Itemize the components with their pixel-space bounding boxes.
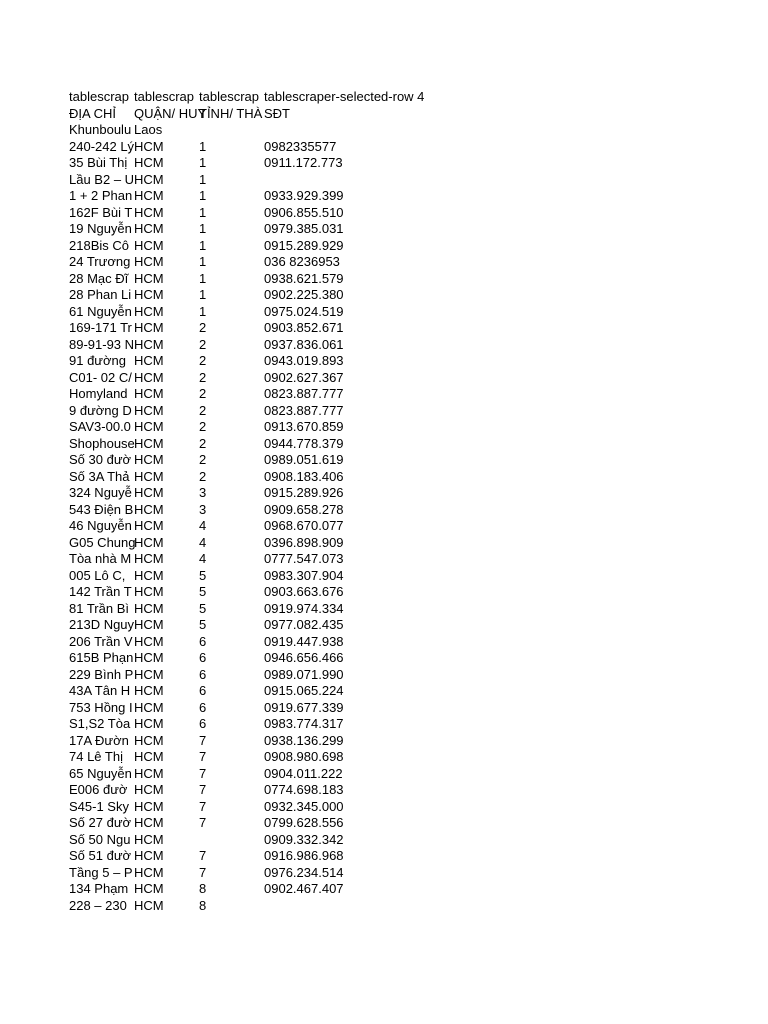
phone-cell: 0932.345.000: [264, 798, 344, 814]
province-cell: 1: [199, 221, 207, 236]
phone-cell: 0777.547.073: [264, 551, 344, 566]
phone-cell: 0989.051.619: [264, 452, 344, 467]
address-cell: 89-91-93 N: [69, 336, 135, 352]
district-cell: HCM: [134, 353, 164, 368]
district-cell: HCM: [134, 336, 164, 352]
address-cell: 17A Đườn: [69, 732, 129, 748]
district-cell: HCM: [134, 155, 164, 170]
province-cell: 2: [199, 369, 207, 385]
table-row: [69, 634, 749, 651]
address-cell: Số 27 đườ: [69, 815, 132, 830]
province-cell: 2: [199, 452, 207, 467]
table-row: [69, 667, 749, 684]
province-cell: 1: [199, 155, 207, 170]
address-cell: 43A Tân H: [69, 683, 131, 698]
province-cell: 1: [199, 303, 207, 319]
district-cell: HCM: [134, 617, 164, 632]
table-row: [69, 700, 749, 717]
district-cell: HCM: [134, 501, 164, 517]
address-cell: 81 Trần Bì: [69, 600, 129, 616]
address-cell: S1,S2 Tòa: [69, 716, 131, 731]
address-cell: 206 Trần V: [69, 633, 133, 649]
province-cell: 7: [199, 732, 207, 748]
header-cell: tablescrap: [134, 89, 194, 104]
district-cell: HCM: [134, 666, 164, 682]
province-cell: 4: [199, 518, 207, 533]
address-cell: Khunboulu: [69, 122, 132, 137]
phone-cell: 0938.621.579: [264, 270, 344, 286]
address-cell: Tầng 5 – P: [69, 864, 133, 880]
province-cell: 1: [199, 254, 207, 269]
province-cell: 7: [199, 864, 207, 880]
table-row: [69, 601, 749, 618]
phone-cell: 0975.024.519: [264, 303, 344, 319]
table-row: [69, 304, 749, 321]
province-cell: 6: [199, 716, 207, 731]
phone-cell: 0903.663.676: [264, 584, 344, 599]
table-row: [69, 832, 749, 849]
district-cell: HCM: [134, 171, 164, 187]
phone-cell: 0823.887.777: [264, 402, 344, 418]
province-cell: 5: [199, 584, 207, 599]
district-cell: HCM: [134, 782, 164, 797]
address-cell: 240-242 Lý: [69, 138, 135, 154]
phone-cell: 0938.136.299: [264, 732, 344, 748]
address-cell: 134 Phạm: [69, 881, 129, 896]
phone-cell: 0983.774.317: [264, 716, 344, 731]
table-row: [69, 568, 749, 585]
district-cell: HCM: [134, 765, 164, 781]
province-cell: 1: [199, 237, 207, 253]
address-cell: 142 Trần T: [69, 584, 132, 599]
province-cell: 4: [199, 551, 207, 566]
province-cell: 6: [199, 633, 207, 649]
table-row: [69, 271, 749, 288]
district-cell: HCM: [134, 848, 164, 863]
address-cell: 324 Nguyễ: [69, 485, 132, 500]
address-cell: Tòa nhà M: [69, 551, 132, 566]
table-row: [69, 386, 749, 403]
district-cell: HCM: [134, 716, 164, 731]
column-header-phone: SĐT: [264, 105, 290, 121]
phone-cell: 0823.887.777: [264, 386, 344, 401]
phone-cell: 0982335577: [264, 138, 337, 154]
header-cell: tablescrap: [69, 89, 129, 104]
table-row: [69, 683, 749, 700]
district-cell: HCM: [134, 204, 164, 220]
table-row: [69, 551, 749, 568]
province-cell: 2: [199, 386, 207, 401]
province-cell: 7: [199, 848, 207, 863]
address-cell: 218Bis Cô: [69, 237, 129, 253]
address-cell: E006 đườ: [69, 782, 128, 797]
address-cell: Số 50 Ngu: [69, 831, 131, 847]
table-row: [69, 799, 749, 816]
table-body: [69, 139, 749, 915]
table-row: [69, 139, 749, 156]
phone-cell: 0908.183.406: [264, 468, 344, 484]
district-cell: HCM: [134, 485, 164, 500]
phone-cell: 0944.778.379: [264, 435, 344, 451]
table-row: [69, 782, 749, 799]
address-cell: Lầu B2 – U: [69, 171, 135, 187]
address-cell: 1 + 2 Phan: [69, 188, 133, 203]
table-row: [69, 353, 749, 370]
district-cell: HCM: [134, 683, 164, 698]
table-row: [69, 452, 749, 469]
province-cell: 6: [199, 699, 207, 715]
district-cell: HCM: [134, 402, 164, 418]
district-cell: HCM: [134, 138, 164, 154]
table-row: [69, 122, 749, 139]
province-cell: 1: [199, 204, 207, 220]
address-cell: Homyland: [69, 386, 128, 401]
province-cell: 2: [199, 419, 207, 434]
district-cell: HCM: [134, 699, 164, 715]
phone-cell: 0396.898.909: [264, 534, 344, 550]
district-cell: HCM: [134, 270, 164, 286]
province-cell: 2: [199, 435, 207, 451]
table-row: [69, 238, 749, 255]
table-row: [69, 535, 749, 552]
district-cell: HCM: [134, 518, 164, 533]
district-cell: HCM: [134, 254, 164, 269]
province-cell: 1: [199, 138, 207, 154]
table-row: [69, 436, 749, 453]
phone-cell: 0937.836.061: [264, 336, 344, 352]
table-row: [69, 848, 749, 865]
phone-cell: 0968.670.077: [264, 518, 344, 533]
district-cell: HCM: [134, 881, 164, 896]
table-row: [69, 370, 749, 387]
address-cell: 61 Nguyễn: [69, 303, 132, 319]
district-cell: HCM: [134, 303, 164, 319]
phone-cell: 0906.855.510: [264, 204, 344, 220]
phone-cell: 0915.289.929: [264, 237, 344, 253]
column-header-address: ĐỊA CHỈ: [69, 105, 116, 121]
district-cell: HCM: [134, 567, 164, 583]
province-cell: 3: [199, 485, 207, 500]
table-row: [69, 716, 749, 733]
district-cell: HCM: [134, 237, 164, 253]
table-row: [69, 749, 749, 766]
column-header-district: QUẬN/ HUY: [134, 105, 207, 121]
district-cell: HCM: [134, 287, 164, 302]
province-cell: 8: [199, 897, 207, 913]
phone-cell: 0933.929.399: [264, 188, 344, 203]
district-cell: HCM: [134, 435, 164, 451]
province-cell: 3: [199, 501, 207, 517]
province-cell: 6: [199, 683, 207, 698]
district-cell: HCM: [134, 798, 164, 814]
address-cell: 162F Bùi T: [69, 204, 133, 220]
table-row: [69, 617, 749, 634]
address-cell: Shophouse: [69, 435, 135, 451]
district-cell: HCM: [134, 468, 164, 484]
phone-cell: 0774.698.183: [264, 782, 344, 797]
table-row: [69, 733, 749, 750]
address-cell: Số 51 đườ: [69, 848, 132, 863]
phone-cell: 0916.986.968: [264, 848, 344, 863]
phone-cell: 0913.670.859: [264, 419, 344, 434]
address-cell: C01- 02 C/: [69, 369, 132, 385]
district-cell: HCM: [134, 815, 164, 830]
phone-cell: 0976.234.514: [264, 864, 344, 880]
province-cell: 6: [199, 666, 207, 682]
address-cell: 753 Hồng I: [69, 699, 133, 715]
address-cell: 19 Nguyễn: [69, 221, 132, 236]
table-row: [69, 172, 749, 189]
table-row: [69, 584, 749, 601]
district-cell: HCM: [134, 386, 164, 401]
province-cell: 2: [199, 353, 207, 368]
table-row: [69, 320, 749, 337]
province-cell: 7: [199, 798, 207, 814]
province-cell: 1: [199, 270, 207, 286]
address-cell: 005 Lô C,: [69, 567, 126, 583]
district-cell: HCM: [134, 369, 164, 385]
district-cell: HCM: [134, 749, 164, 764]
phone-cell: 0977.082.435: [264, 617, 344, 632]
province-cell: 1: [199, 188, 207, 203]
district-cell: HCM: [134, 551, 164, 566]
address-cell: 9 đường D: [69, 402, 132, 418]
table-row: [69, 485, 749, 502]
phone-cell: 0979.385.031: [264, 221, 344, 236]
address-cell: SAV3-00.0: [69, 419, 131, 434]
phone-cell: 0989.071.990: [264, 666, 344, 682]
phone-cell: 036 8236953: [264, 254, 340, 269]
address-cell: 28 Phan Li: [69, 287, 132, 302]
district-cell: HCM: [134, 419, 164, 434]
phone-cell: 0902.467.407: [264, 881, 344, 896]
province-cell: 1: [199, 171, 207, 187]
phone-cell: 0919.447.938: [264, 633, 344, 649]
district-cell: HCM: [134, 732, 164, 748]
phone-cell: 0799.628.556: [264, 815, 344, 830]
phone-cell: 0915.065.224: [264, 683, 344, 698]
table-row: [69, 898, 749, 915]
table-row: [69, 337, 749, 354]
table-row: [69, 469, 749, 486]
province-cell: 1: [199, 287, 207, 302]
province-cell: 7: [199, 765, 207, 781]
phone-cell: 0909.332.342: [264, 831, 344, 847]
column-header-province: TỈNH/ THÀ: [199, 105, 263, 121]
column-header-row: [69, 106, 749, 123]
district-cell: HCM: [134, 534, 164, 550]
province-cell: 4: [199, 534, 207, 550]
province-cell: 5: [199, 617, 207, 632]
phone-cell: 0909.658.278: [264, 501, 344, 517]
province-cell: 7: [199, 815, 207, 830]
header-cell: tablescraper-selected-row 4: [264, 89, 425, 104]
district-cell: HCM: [134, 452, 164, 467]
district-cell: HCM: [134, 633, 164, 649]
phone-cell: 0902.627.367: [264, 369, 344, 385]
province-cell: 2: [199, 336, 207, 352]
district-cell: HCM: [134, 650, 164, 665]
address-cell: 91 đường: [69, 353, 126, 368]
table-row: [69, 865, 749, 882]
table-row: [69, 502, 749, 519]
district-cell: HCM: [134, 221, 164, 236]
province-cell: 5: [199, 567, 207, 583]
table-row: [69, 188, 749, 205]
address-cell: 74 Lê Thị: [69, 749, 123, 764]
district-cell: HCM: [134, 584, 164, 599]
address-cell: S45-1 Sky: [69, 798, 129, 814]
address-cell: 229 Bình P: [69, 666, 134, 682]
header-row-scraper: [69, 89, 749, 106]
phone-cell: 0943.019.893: [264, 353, 344, 368]
table-row: [69, 650, 749, 667]
header-cell: tablescrap: [199, 89, 259, 104]
address-cell: 615B Phạn: [69, 650, 134, 665]
address-cell: 35 Bùi Thị: [69, 155, 128, 170]
table-row: [69, 815, 749, 832]
address-cell: 169-171 Tr: [69, 320, 132, 335]
table-row: [69, 155, 749, 172]
table-row: [69, 518, 749, 535]
district-cell: HCM: [134, 188, 164, 203]
phone-cell: 0919.677.339: [264, 699, 344, 715]
spreadsheet: [69, 89, 749, 914]
province-cell: 2: [199, 468, 207, 484]
address-cell: G05 Chung: [69, 534, 136, 550]
phone-cell: 0983.307.904: [264, 567, 344, 583]
district-cell: HCM: [134, 831, 164, 847]
table-row: [69, 766, 749, 783]
province-cell: 8: [199, 881, 207, 896]
phone-cell: 0919.974.334: [264, 600, 344, 616]
province-cell: 7: [199, 749, 207, 764]
table-row: [69, 287, 749, 304]
table-row: [69, 205, 749, 222]
district-cell: HCM: [134, 864, 164, 880]
district-cell: HCM: [134, 897, 164, 913]
address-cell: Số 30 đườ: [69, 452, 132, 467]
province-cell: 2: [199, 402, 207, 418]
address-cell: 213D Nguy: [69, 617, 135, 632]
address-cell: 24 Trương: [69, 254, 131, 269]
province-cell: 5: [199, 600, 207, 616]
table-row: [69, 254, 749, 271]
phone-cell: 0915.289.926: [264, 485, 344, 500]
province-cell: 7: [199, 782, 207, 797]
address-cell: 65 Nguyễn: [69, 765, 132, 781]
phone-cell: 0902.225.380: [264, 287, 344, 302]
phone-cell: 0911.172.773: [264, 155, 343, 170]
district-cell: HCM: [134, 600, 164, 616]
province-cell: 6: [199, 650, 207, 665]
address-cell: 46 Nguyễn: [69, 518, 132, 533]
table-row: [69, 221, 749, 238]
address-cell: 543 Điện B: [69, 501, 134, 517]
address-cell: 228 – 230: [69, 897, 127, 913]
province-cell: 2: [199, 320, 207, 335]
phone-cell: 0908.980.698: [264, 749, 344, 764]
phone-cell: 0904.011.222: [264, 765, 343, 781]
address-cell: Số 3A Thả: [69, 468, 130, 484]
phone-cell: 0903.852.671: [264, 320, 344, 335]
table-row: [69, 403, 749, 420]
phone-cell: 0946.656.466: [264, 650, 344, 665]
table-row: [69, 881, 749, 898]
address-cell: 28 Mạc Đĩ: [69, 270, 129, 286]
district-cell: Laos: [134, 122, 163, 137]
district-cell: HCM: [134, 320, 164, 335]
table-row: [69, 419, 749, 436]
